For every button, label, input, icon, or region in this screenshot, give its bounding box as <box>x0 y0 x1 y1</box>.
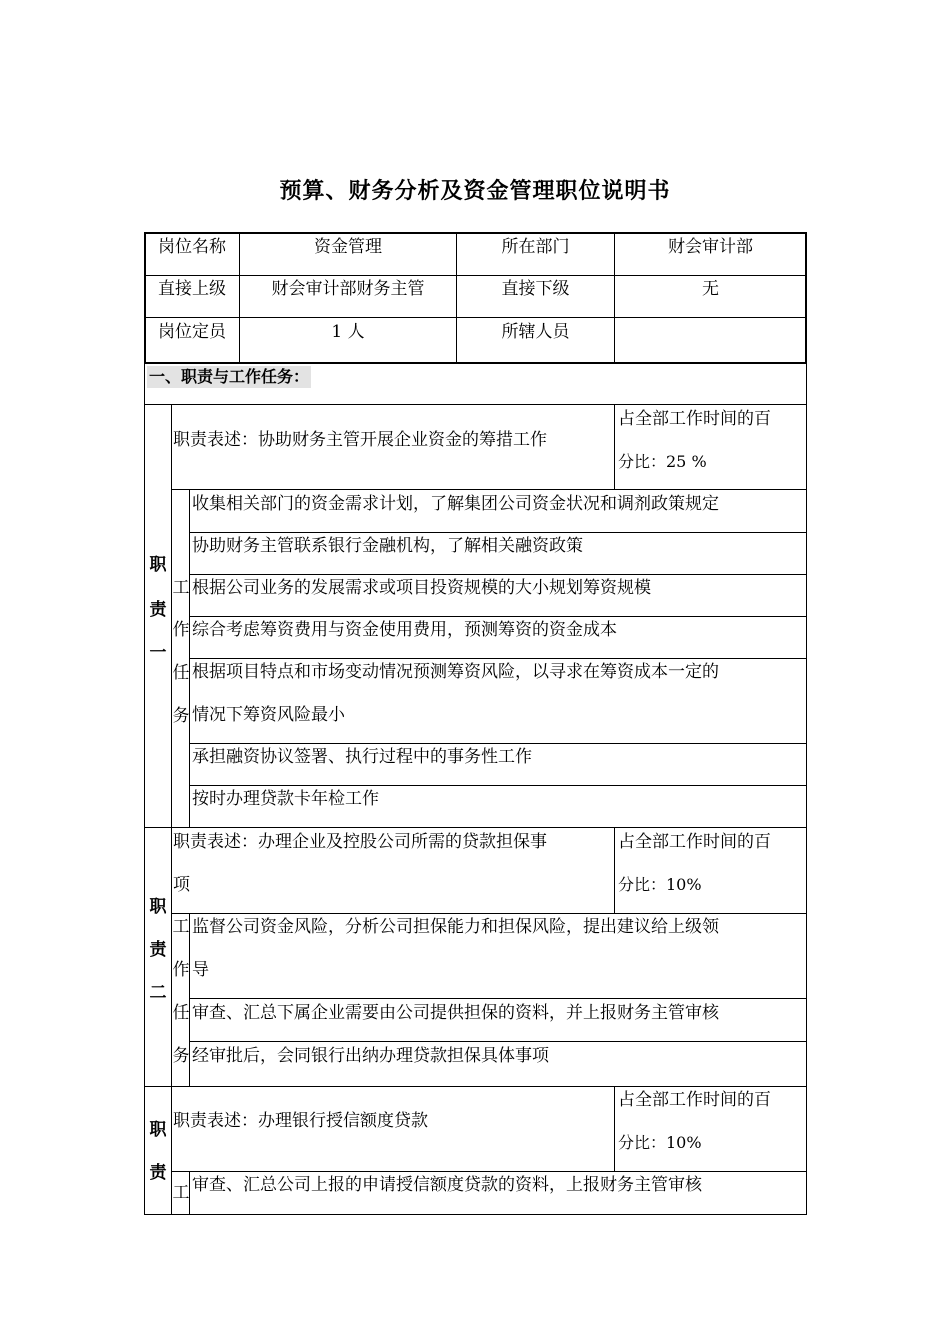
duty3-label-char: 责 <box>149 1163 167 1183</box>
label-headcount: 岗位定员 <box>158 322 226 342</box>
duty2-label-char: 责 <box>149 940 167 960</box>
duty1-label-char: 责 <box>149 600 167 620</box>
duty3-task: 审查、汇总公司上报的申请授信额度贷款的资料，上报财务主管审核 <box>192 1175 702 1195</box>
duty2-task: 审查、汇总下属企业需要由公司提供担保的资料，并上报财务主管审核 <box>192 1003 719 1023</box>
duty1-task: 收集相关部门的资金需求计划，了解集团公司资金状况和调剂政策规定 <box>192 494 719 514</box>
duty1-task: 按时办理贷款卡年检工作 <box>192 789 379 809</box>
duty1-task: 承担融资协议签署、执行过程中的事务性工作 <box>192 747 532 767</box>
duty1-task: 根据项目特点和市场变动情况预测筹资风险，以寻求在筹资成本一定的 <box>192 662 719 682</box>
duty2-task-char: 工 <box>172 917 190 937</box>
duty1-task-char: 务 <box>172 706 190 726</box>
duty1-task: 根据公司业务的发展需求或项目投资规模的大小规划筹资规模 <box>192 578 651 598</box>
duty1-percentage-line1: 占全部工作时间的百 <box>618 409 771 429</box>
duty2-task: 导 <box>192 960 209 980</box>
duty2-description: 职责表述：办理企业及控股公司所需的贷款担保事 <box>173 832 547 852</box>
value-direct-subordinate: 无 <box>702 279 719 299</box>
duty1-task: 协助财务主管联系银行金融机构，了解相关融资政策 <box>192 536 583 556</box>
label-position-name: 岗位名称 <box>158 237 226 257</box>
duty2-task-char: 作 <box>172 960 190 980</box>
duty1-task: 情况下筹资风险最小 <box>192 705 345 725</box>
duty2-percentage-line2: 分比：10% <box>618 875 702 894</box>
duty2-task-char: 务 <box>172 1046 190 1066</box>
value-direct-superior: 财会审计部财务主管 <box>271 279 425 299</box>
duty2-label-char: 职 <box>149 897 167 917</box>
duty2-percentage-line1: 占全部工作时间的百 <box>618 832 771 852</box>
duty2-task: 经审批后，会同银行出纳办理贷款担保具体事项 <box>192 1046 549 1066</box>
label-department: 所在部门 <box>501 237 570 257</box>
duty3-description: 职责表述：办理银行授信额度贷款 <box>173 1111 428 1131</box>
duty2-description-line2: 项 <box>173 875 190 895</box>
duty2-label-char: 二 <box>149 983 167 1003</box>
duty1-description: 职责表述：协助财务主管开展企业资金的筹措工作 <box>173 430 547 450</box>
duty3-percentage-line2: 分比：10% <box>618 1133 702 1152</box>
duty3-percentage-line1: 占全部工作时间的百 <box>618 1090 771 1110</box>
duty3-label-char: 职 <box>149 1120 167 1140</box>
document-title: 预算、财务分析及资金管理职位说明书 <box>279 179 671 204</box>
value-department: 财会审计部 <box>668 237 753 257</box>
section-title: 一、职责与工作任务： <box>149 367 310 386</box>
duty3-task-char: 工 <box>172 1183 190 1203</box>
label-direct-subordinate: 直接下级 <box>501 279 570 299</box>
label-direct-superior: 直接上级 <box>158 279 226 299</box>
value-position-name: 资金管理 <box>314 237 382 257</box>
duty1-task-char: 任 <box>172 663 190 683</box>
duty1-label-char: 一 <box>149 643 167 663</box>
duty2-task: 监督公司资金风险，分析公司担保能力和担保风险，提出建议给上级领 <box>192 917 719 937</box>
duty2-task-char: 任 <box>172 1003 190 1023</box>
duty1-task-char: 作 <box>172 620 190 640</box>
duty1-task: 综合考虑筹资费用与资金使用费用，预测筹资的资金成本 <box>192 620 617 640</box>
value-headcount: 1 人 <box>331 322 365 342</box>
duty1-task-char: 工 <box>172 578 190 598</box>
duty1-label-char: 职 <box>149 555 167 575</box>
duty1-percentage-line2: 分比：25 % <box>618 452 707 471</box>
label-staff-managed: 所辖人员 <box>501 322 570 342</box>
